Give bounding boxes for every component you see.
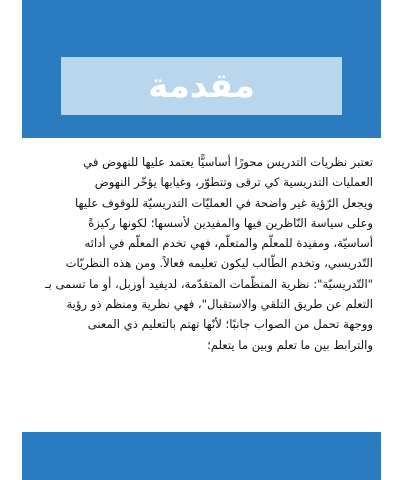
paragraph-line: التعلم عن طريق التلقي والاستقبال"، فهي نظرية ومنظم ذو رؤية — [66, 297, 373, 312]
footer-band — [22, 432, 381, 480]
paragraph-line: تعتبر نظريات التدريس محورًا أساسيًّا يعتمد عليها للنهوض في — [83, 155, 373, 169]
header-band — [22, 0, 381, 138]
paragraph-line: وعلى سياسة النّاظرين فيها والمفيدين لأسسها؛ لكونها ركيزةً — [88, 215, 373, 230]
paragraph-line: أساسيّة، ومفيدة للمعلّم والمتعلّم، فهي تخدم المعلّم في أدائه — [84, 236, 373, 251]
paragraph-line: والترابط بين ما تعلم وبين ما يتعلم؛ — [207, 337, 373, 352]
title-box — [61, 57, 342, 115]
paragraph-line: "التّدريسيّة": نظرية المنظّمات المتقدّمة، لديفيد أوزبل، أو ما تسمى بـ — [45, 276, 373, 291]
body-paragraph — [22, 152, 373, 355]
paragraph-line: ووجهة تحمل من الصواب جانبًا؛ لأنّها تهتم بالتعليم ذي المعنى — [87, 317, 373, 332]
paragraph-line: العمليات التدريسية كي ترقى وتتطوّر، وغيابها يؤخّر النهوض — [94, 175, 373, 190]
paragraph-line: التّدريسي، وتخدم الطّالب ليكون تعليمه فعالاً. ومن هذه النظريّات — [65, 256, 373, 271]
page-title: مقدمة — [148, 66, 255, 106]
paragraph-line: ويجعل الرّؤية غير واضحة في العمليّات التدريسيّة للوقوف عليها — [75, 195, 373, 210]
